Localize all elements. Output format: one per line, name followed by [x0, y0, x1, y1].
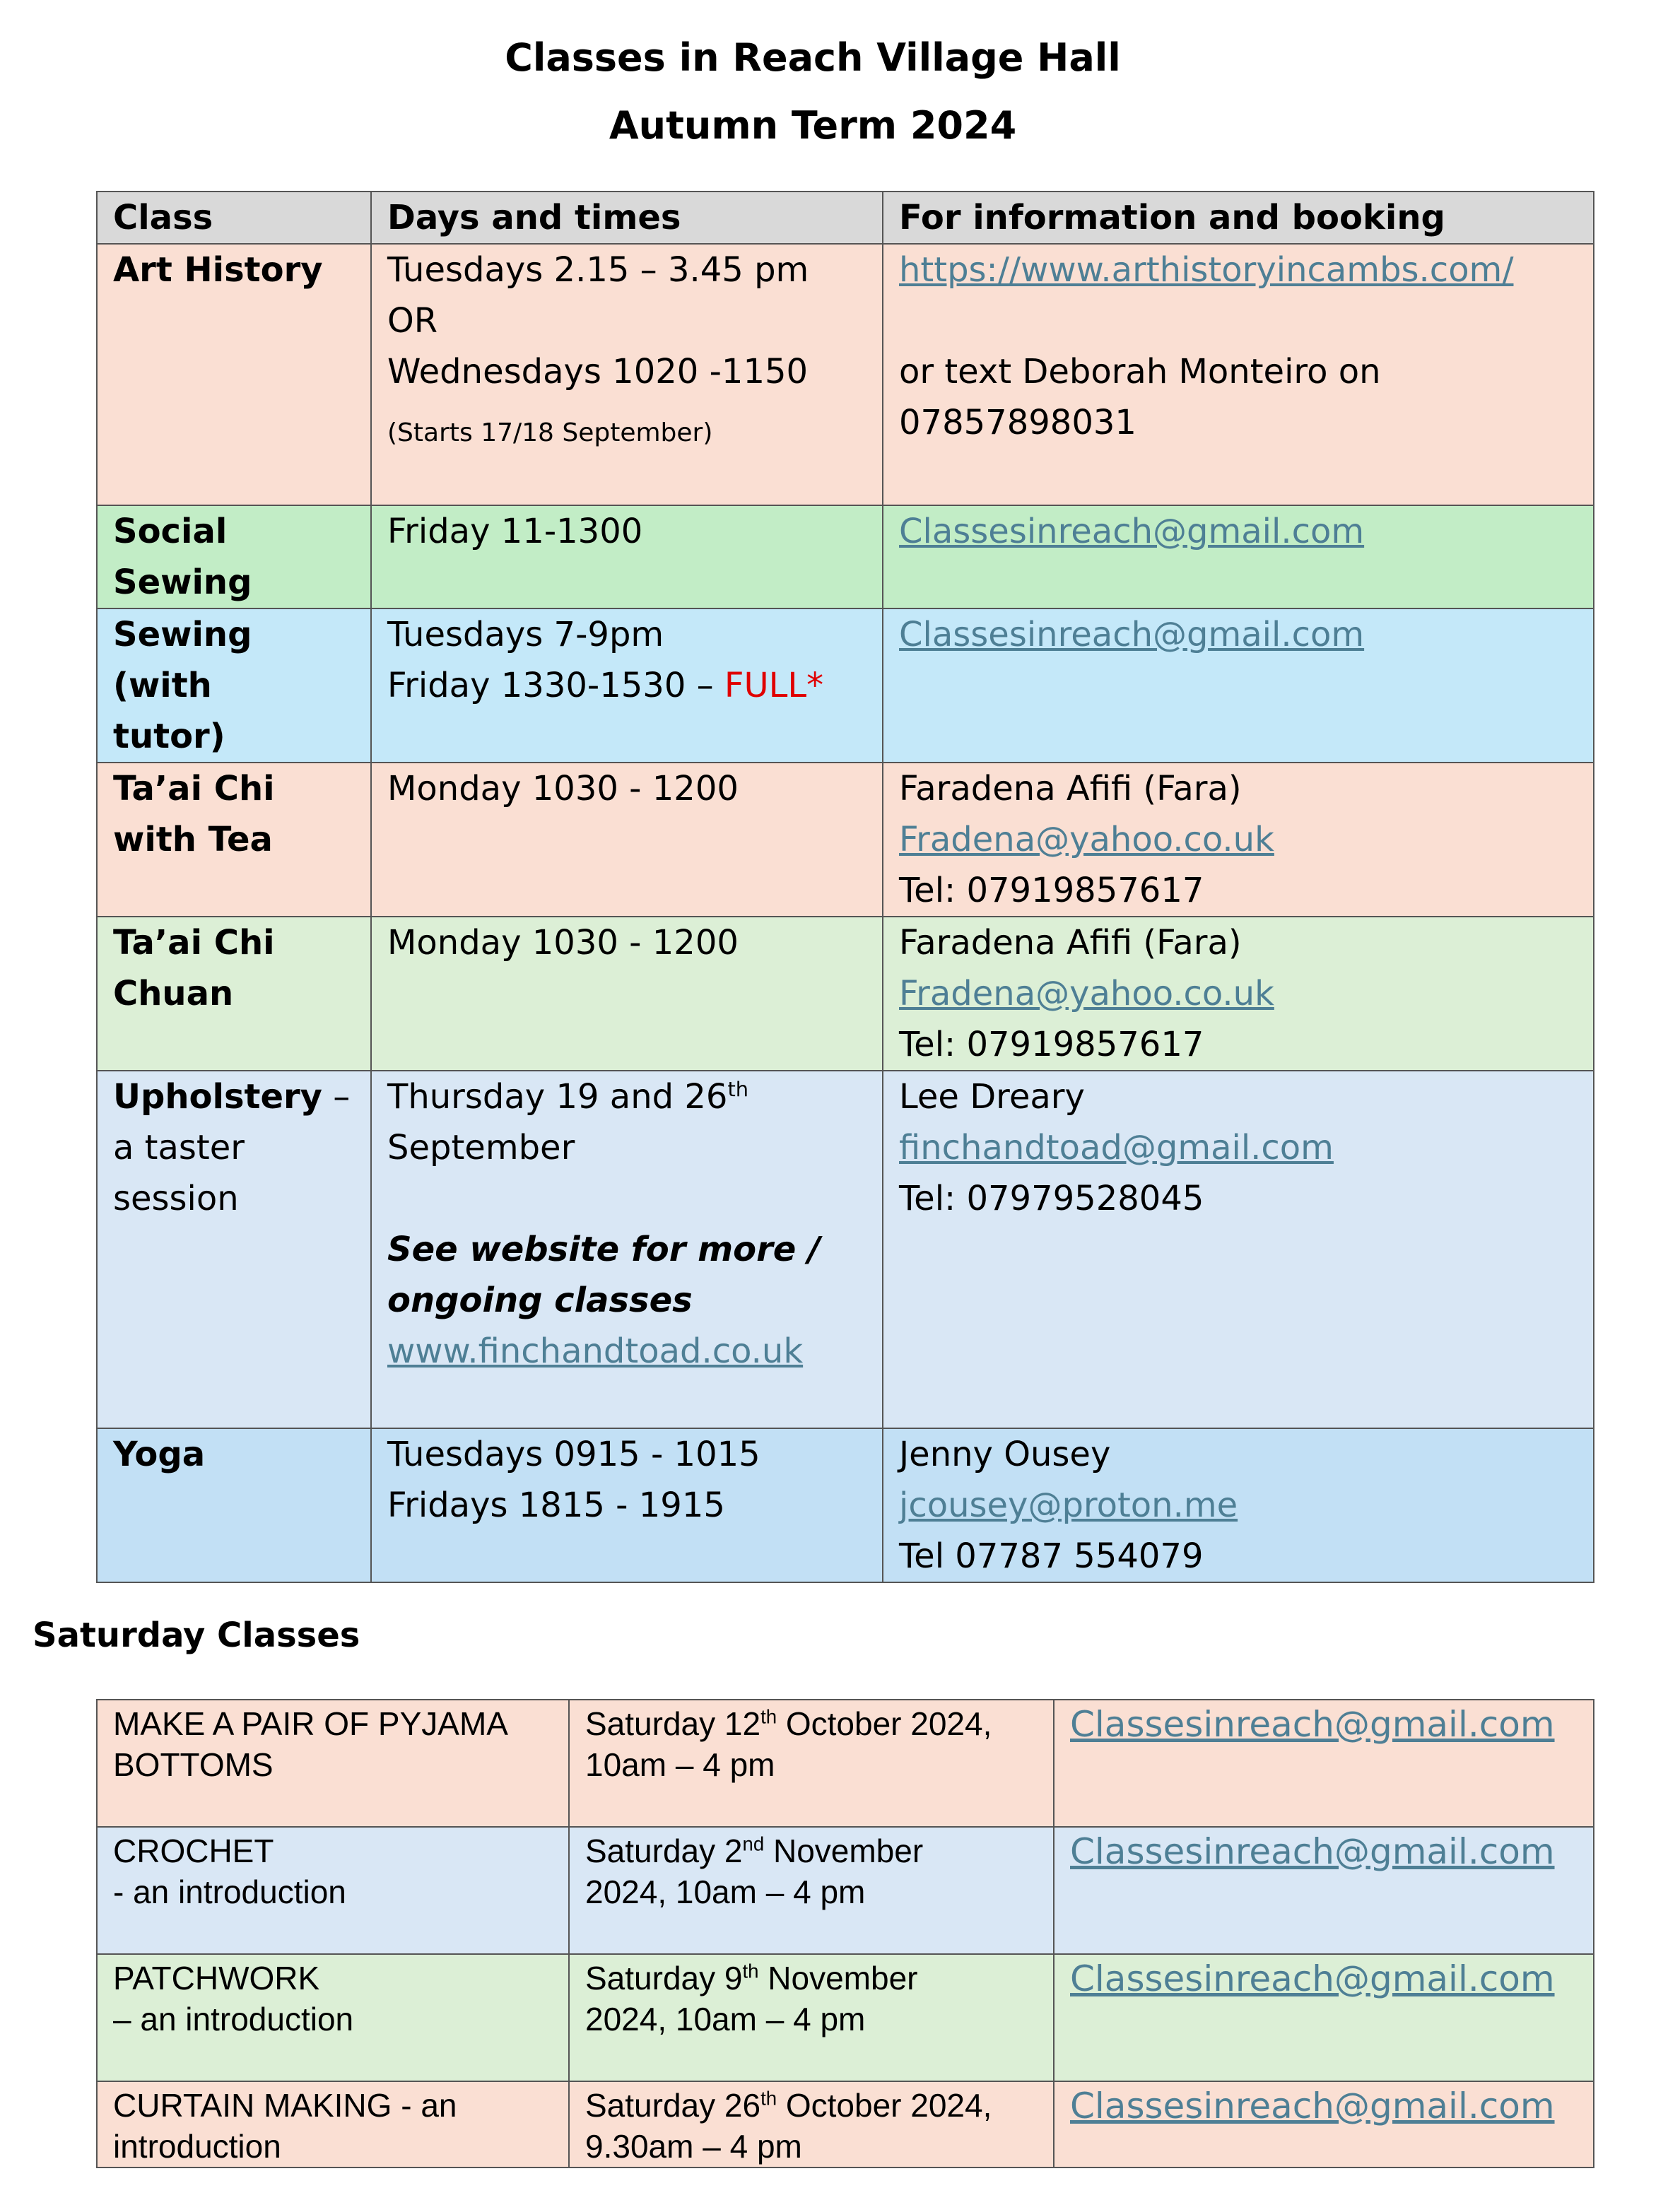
class-name: MAKE A PAIR OF PYJAMA BOTTOMS: [97, 1700, 569, 1827]
class-info: https://www.arthistoryincambs.com/ or text Deborah Monteiro on 07857898031: [883, 244, 1594, 505]
class-date: Saturday 9th November 2024, 10am – 4 pm: [569, 1954, 1054, 2081]
page-title: Classes in Reach Village Hall: [505, 35, 1121, 80]
page-subtitle: Autumn Term 2024: [609, 103, 1017, 148]
table-row: [97, 1700, 1594, 1827]
email-link[interactable]: Classesinreach@gmail.com: [1070, 1831, 1555, 1872]
class-times: Monday 1030 - 1200: [371, 763, 883, 917]
email-link[interactable]: Classesinreach@gmail.com: [1070, 2086, 1555, 2127]
table-row: [97, 244, 1594, 505]
table-row: [97, 608, 1594, 763]
class-times: Friday 11-1300: [371, 505, 883, 608]
class-name: Ta’ai Chi with Tea: [97, 763, 371, 917]
table-row: [97, 1954, 1594, 2081]
header-days-times: Days and times: [371, 192, 883, 244]
table-row: [97, 1071, 1594, 1428]
email-link[interactable]: Classesinreach@gmail.com: [899, 512, 1365, 551]
class-name: CROCHET - an introduction: [97, 1827, 569, 1954]
header-info-booking: For information and booking: [883, 192, 1594, 244]
class-email: [1054, 1700, 1594, 1827]
class-info: Lee Dreary finchandtoad@gmail.com Tel: 07979528045: [883, 1071, 1594, 1428]
class-info: Jenny Ousey jcousey@proton.me Tel 07787 554079: [883, 1428, 1594, 1582]
saturday-table: [96, 1699, 1594, 2168]
email-link[interactable]: Classesinreach@gmail.com: [899, 615, 1365, 654]
class-info: Faradena Afifi (Fara) Fradena@yahoo.co.uk Tel: 07919857617: [883, 763, 1594, 917]
class-name: Social Sewing: [97, 505, 371, 608]
table-row: [97, 2081, 1594, 2168]
class-name: Upholstery – a taster session: [97, 1071, 371, 1428]
class-name: CURTAIN MAKING - an introduction: [97, 2081, 569, 2168]
classes-table: [96, 191, 1594, 1583]
website-link[interactable]: www.finchandtoad.co.uk: [387, 1331, 804, 1371]
class-name: Art History: [97, 244, 371, 505]
class-email: [1054, 2081, 1594, 2168]
class-times: Thursday 19 and 26th September See website for more / ongoing classes www.finchandtoad.co.uk: [371, 1071, 883, 1428]
email-link[interactable]: Fradena@yahoo.co.uk: [899, 974, 1274, 1013]
table-row: [97, 1827, 1594, 1954]
class-name: PATCHWORK – an introduction: [97, 1954, 569, 2081]
email-link[interactable]: Classesinreach@gmail.com: [1070, 1958, 1555, 1999]
start-note: (Starts 17/18 September): [387, 418, 713, 447]
class-times: Monday 1030 - 1200: [371, 917, 883, 1071]
class-name: Yoga: [97, 1428, 371, 1582]
website-link[interactable]: https://www.arthistoryincambs.com/: [899, 250, 1514, 290]
class-name: Sewing (with tutor): [97, 608, 371, 763]
class-name: Ta’ai Chi Chuan: [97, 917, 371, 1071]
table-header-row: [97, 192, 1594, 244]
class-email: [1054, 1827, 1594, 1954]
class-info: [883, 608, 1594, 763]
class-date: Saturday 2nd November 2024, 10am – 4 pm: [569, 1827, 1054, 1954]
class-date: Saturday 12th October 2024, 10am – 4 pm: [569, 1700, 1054, 1827]
header-class: Class: [97, 192, 371, 244]
email-link[interactable]: finchandtoad@gmail.com: [899, 1128, 1334, 1167]
class-email: [1054, 1954, 1594, 2081]
table-row: [97, 763, 1594, 917]
table-row: [97, 505, 1594, 608]
class-times: Tuesdays 2.15 – 3.45 pm OR Wednesdays 1020 -1150 (Starts 17/18 September): [371, 244, 883, 505]
table-row: [97, 917, 1594, 1071]
class-times: Tuesdays 7-9pm Friday 1330-1530 – FULL*: [371, 608, 883, 763]
email-link[interactable]: jcousey@proton.me: [899, 1486, 1238, 1525]
class-date: Saturday 26th October 2024, 9.30am – 4 pm: [569, 2081, 1054, 2168]
saturday-heading: Saturday Classes: [33, 1616, 360, 1655]
full-badge: FULL*: [724, 666, 824, 705]
class-times: Tuesdays 0915 - 1015 Fridays 1815 - 1915: [371, 1428, 883, 1582]
email-link[interactable]: Classesinreach@gmail.com: [1070, 1704, 1555, 1745]
table-row: [97, 1428, 1594, 1582]
class-info: [883, 505, 1594, 608]
email-link[interactable]: Fradena@yahoo.co.uk: [899, 820, 1274, 859]
class-info: Faradena Afifi (Fara) Fradena@yahoo.co.uk Tel: 07919857617: [883, 917, 1594, 1071]
